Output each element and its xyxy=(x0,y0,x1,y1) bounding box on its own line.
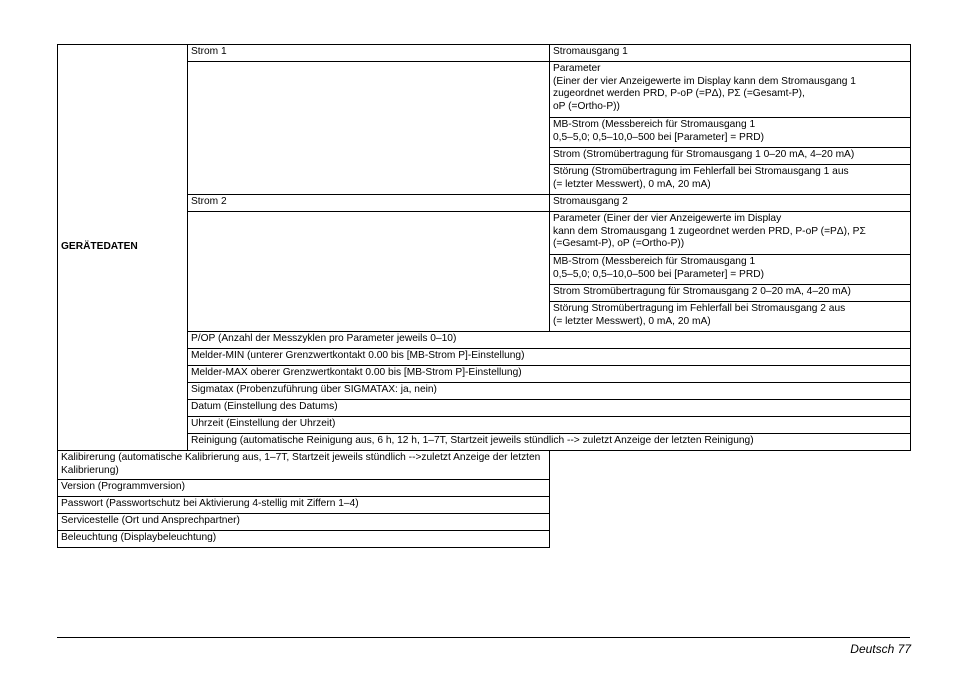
strom1-item: Stromausgang 1 xyxy=(550,45,911,62)
setting-row: Servicestelle (Ort und Ansprechpartner) xyxy=(58,514,550,531)
strom2-item: Parameter (Einer der vier Anzeigewerte im Display kann dem Stromausgang 1 zugeordnet werden PRD, P-oP (=PΔ), PΣ (=Gesamt-P), oP (=Ortho-P)) xyxy=(550,212,911,255)
page-footer-label: Deutsch 77 xyxy=(850,642,911,656)
table-row xyxy=(58,480,911,497)
setting-row: Sigmatax (Probenzuführung über SIGMATAX: ja, nein) xyxy=(188,383,911,400)
table-row xyxy=(58,451,911,480)
strom2-item: Störung Stromübertragung im Fehlerfall bei Stromausgang 2 aus (= letzter Messwert), 0 mA, 20 mA) xyxy=(550,302,911,332)
strom2-spacer-cell xyxy=(188,212,550,332)
setting-row: Reinigung (automatische Reinigung aus, 6 h, 12 h, 1–7T, Startzeit jeweils stündlich --> zuletzt Anzeige der letzten Reinigung) xyxy=(188,434,911,451)
strom2-item: MB-Strom (Messbereich für Stromausgang 1 0,5–5,0; 0,5–10,0–500 bei [Parameter] = PRD) xyxy=(550,255,911,285)
table-row xyxy=(58,45,911,62)
setting-row: Passwort (Passwortschutz bei Aktivierung 4-stellig mit Ziffern 1–4) xyxy=(58,497,550,514)
table-row xyxy=(58,531,911,548)
table-row xyxy=(58,514,911,531)
strom1-item: MB-Strom (Messbereich für Stromausgang 1 0,5–5,0; 0,5–10,0–500 bei [Parameter] = PRD) xyxy=(550,118,911,148)
setting-row: Beleuchtung (Displaybeleuchtung) xyxy=(58,531,550,548)
setting-row: Datum (Einstellung des Datums) xyxy=(188,400,911,417)
strom1-item: Störung (Stromübertragung im Fehlerfall bei Stromausgang 1 aus (= letzter Messwert), 0 mA, 20 mA) xyxy=(550,165,911,195)
setting-row: Melder-MAX oberer Grenzwertkontakt 0.00 bis [MB-Strom P]-Einstellung) xyxy=(188,366,911,383)
setting-row: Version (Programmversion) xyxy=(58,480,550,497)
setting-row: P/OP (Anzahl der Messzyklen pro Parameter jeweils 0–10) xyxy=(188,332,911,349)
strom2-item: Stromausgang 2 xyxy=(550,195,911,212)
footer-divider xyxy=(57,637,910,638)
setting-row: Uhrzeit (Einstellung der Uhrzeit) xyxy=(188,417,911,434)
table-row xyxy=(58,497,911,514)
strom2-label: Strom 2 xyxy=(188,195,550,212)
strom1-spacer-cell xyxy=(188,62,550,195)
section-label-geraetedaten: GERÄTEDATEN xyxy=(58,45,188,451)
setting-row: Melder-MIN (unterer Grenzwertkontakt 0.00 bis [MB-Strom P]-Einstellung) xyxy=(188,349,911,366)
strom1-item: Strom (Stromübertragung für Stromausgang 1 0–20 mA, 4–20 mA) xyxy=(550,148,911,165)
setting-row: Kalibirerung (automatische Kalibrierung aus, 1–7T, Startzeit jeweils stündlich -->zuletzt Anzeige der letzten Kalibrierung) xyxy=(58,451,550,480)
strom1-label: Strom 1 xyxy=(188,45,550,62)
strom2-item: Strom Stromübertragung für Stromausgang 2 0–20 mA, 4–20 mA) xyxy=(550,285,911,302)
settings-table xyxy=(57,44,911,548)
strom1-item: Parameter (Einer der vier Anzeigewerte im Display kann dem Stromausgang 1 zugeordnet werden PRD, P-oP (=PΔ), PΣ (=Gesamt-P), oP (=Ortho-P)) xyxy=(550,62,911,118)
